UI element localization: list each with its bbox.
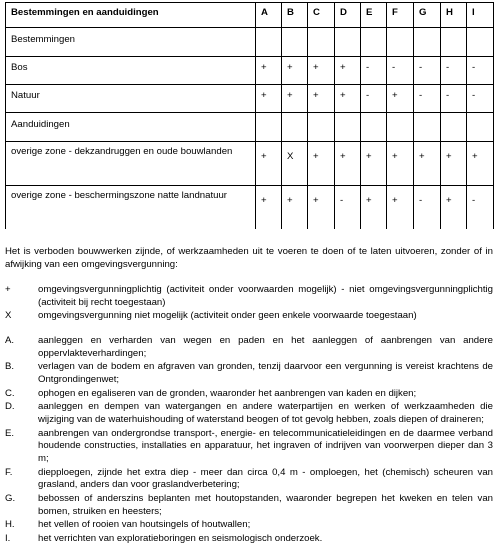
table-cell <box>467 113 494 142</box>
table-cell: + <box>308 142 335 186</box>
header-col-g: G <box>414 3 441 28</box>
activity-text: aanbrengen van ondergrondse transport-, energie- en telecommunicatieleidingen en de daarmee verband houdende constructies, installaties en apparatuur, het ingraven of indrijven van voorwerpen dieper dan 3 m; <box>38 427 493 464</box>
permit-matrix-table <box>5 2 494 229</box>
activities-list <box>5 335 493 546</box>
header-col-b: B <box>282 3 308 28</box>
table-row <box>6 113 494 142</box>
list-item <box>5 467 493 492</box>
header-col-c: C <box>308 3 335 28</box>
table-cell <box>335 113 361 142</box>
table-cell: + <box>335 57 361 85</box>
table-cell: + <box>467 142 494 186</box>
list-item <box>5 533 493 546</box>
intro-paragraph: Het is verboden bouwwerken zijnde, of werkzaamheden uit te voeren te doen of te laten uitvoeren, zonder of in afwijking van een omgevingsvergunning: <box>5 246 493 270</box>
table-cell: - <box>414 85 441 113</box>
table-cell: + <box>335 142 361 186</box>
table-cell <box>308 28 335 57</box>
list-item <box>5 401 493 426</box>
table-cell <box>256 28 282 57</box>
activity-key: B. <box>5 361 15 373</box>
table-cell: + <box>256 57 282 85</box>
header-col-i: I <box>467 3 494 28</box>
list-item <box>5 335 493 360</box>
activity-text: het vellen of rooien van houtsingels of houtwallen; <box>38 519 251 531</box>
legend-text: omgevingsvergunning niet mogelijk (activiteit onder geen enkele voorwaarde toegestaan) <box>38 310 417 322</box>
table-cell: + <box>308 57 335 85</box>
activity-text: het verrichten van exploratieboringen en seismologisch onderzoek. <box>38 532 323 544</box>
header-col-e: E <box>361 3 387 28</box>
table-cell: + <box>441 142 467 186</box>
table-cell <box>256 113 282 142</box>
legend-item <box>5 310 493 323</box>
table-cell: + <box>282 85 308 113</box>
header-col-a: A <box>256 3 282 28</box>
table-row <box>6 142 494 186</box>
activity-text: aanleggen en verharden van wegen en paden en het aanleggen of aanbrengen van andere oppervlakteverhardingen; <box>38 335 493 359</box>
activity-key: C. <box>5 387 15 399</box>
activity-text: ophogen en egaliseren van de gronden, waaronder het aanbrengen van kaden en dijken; <box>38 387 417 399</box>
activity-text: aanleggen en dempen van watergangen en andere waterpartijen en werken of werkzaamheden die wijziging van de waterhuishouding of waterstand beogen of tot gevolg hebben, zoals diepen of draineren; <box>38 401 493 425</box>
list-item <box>5 493 493 518</box>
table-cell: - <box>467 186 494 230</box>
section-label: Aanduidingen <box>6 113 256 142</box>
table-cell: + <box>414 142 441 186</box>
header-label: Bestemmingen en aanduidingen <box>6 3 256 28</box>
list-item <box>5 519 493 532</box>
table-cell <box>335 28 361 57</box>
row-label: overige zone - beschermingszone natte landnatuur <box>6 186 256 230</box>
table-cell: + <box>282 57 308 85</box>
table-cell: - <box>441 85 467 113</box>
legend-key: + <box>5 284 11 295</box>
activity-text: bebossen of anderszins beplanten met houtopstanden, waaronder begrepen het kweken en telen van bomen, struiken en heesters; <box>38 492 493 517</box>
table-cell: + <box>387 85 414 113</box>
table-row <box>6 85 494 113</box>
table-cell: + <box>441 186 467 230</box>
list-item <box>5 428 493 466</box>
header-col-h: H <box>441 3 467 28</box>
table-cell: - <box>467 85 494 113</box>
table-cell: - <box>387 57 414 85</box>
row-label: Bos <box>6 57 256 85</box>
legend-item <box>5 284 493 309</box>
table-cell: - <box>414 57 441 85</box>
table-cell <box>282 113 308 142</box>
table-cell: - <box>361 57 387 85</box>
table-cell <box>414 113 441 142</box>
table-cell <box>387 113 414 142</box>
activity-key: I. <box>5 532 11 544</box>
table-cell: + <box>308 85 335 113</box>
activity-key: D. <box>5 401 15 413</box>
table-row <box>6 28 494 57</box>
table-cell: - <box>335 186 361 230</box>
list-item <box>5 361 493 386</box>
table-cell: + <box>256 142 282 186</box>
activity-key: H. <box>5 519 15 531</box>
activity-key: A. <box>5 335 15 346</box>
activity-key: G. <box>5 492 16 504</box>
legend-key: X <box>5 310 12 322</box>
table-cell: - <box>441 57 467 85</box>
table-cell: - <box>414 186 441 230</box>
table-cell <box>308 113 335 142</box>
table-cell: + <box>256 85 282 113</box>
list-item <box>5 388 493 401</box>
table-cell <box>361 113 387 142</box>
activity-key: E. <box>5 427 15 439</box>
header-col-d: D <box>335 3 361 28</box>
table-cell: + <box>282 186 308 230</box>
table-cell: - <box>361 85 387 113</box>
table-cell <box>441 28 467 57</box>
table-cell <box>441 113 467 142</box>
table-cell: + <box>308 186 335 230</box>
table-row <box>6 57 494 85</box>
section-label: Bestemmingen <box>6 28 256 57</box>
table-row <box>6 186 494 230</box>
table-cell: + <box>256 186 282 230</box>
table-cell <box>282 28 308 57</box>
table-cell: + <box>361 142 387 186</box>
activity-text: diepploegen, zijnde het extra diep - meer dan circa 0,4 m - omploegen, het (chemisch) scheuren van grasland, anders dan voor graslandverbetering; <box>38 466 493 491</box>
row-label: Natuur <box>6 85 256 113</box>
legend-list <box>5 284 493 323</box>
table-cell <box>361 28 387 57</box>
legend-text: omgevingsvergunningplichtig (activiteit onder voorwaarden mogelijk) - niet omgevingsvergunningplichtig (activiteit bij recht toegestaan) <box>38 284 493 308</box>
table-header-row <box>6 3 494 28</box>
table-cell: - <box>467 57 494 85</box>
table-cell <box>387 28 414 57</box>
table-cell: + <box>387 142 414 186</box>
header-col-f: F <box>387 3 414 28</box>
table-cell: X <box>282 142 308 186</box>
activity-key: F. <box>5 466 13 478</box>
table-cell <box>467 28 494 57</box>
activity-text: verlagen van de bodem en afgraven van gronden, tenzij daarvoor een vergunning is vereist krachtens de Ontgrondingenwet; <box>38 361 493 385</box>
table-cell: + <box>387 186 414 230</box>
row-label: overige zone - dekzandruggen en oude bouwlanden <box>6 142 256 186</box>
table-cell: + <box>335 85 361 113</box>
table-cell: + <box>361 186 387 230</box>
table-cell <box>414 28 441 57</box>
